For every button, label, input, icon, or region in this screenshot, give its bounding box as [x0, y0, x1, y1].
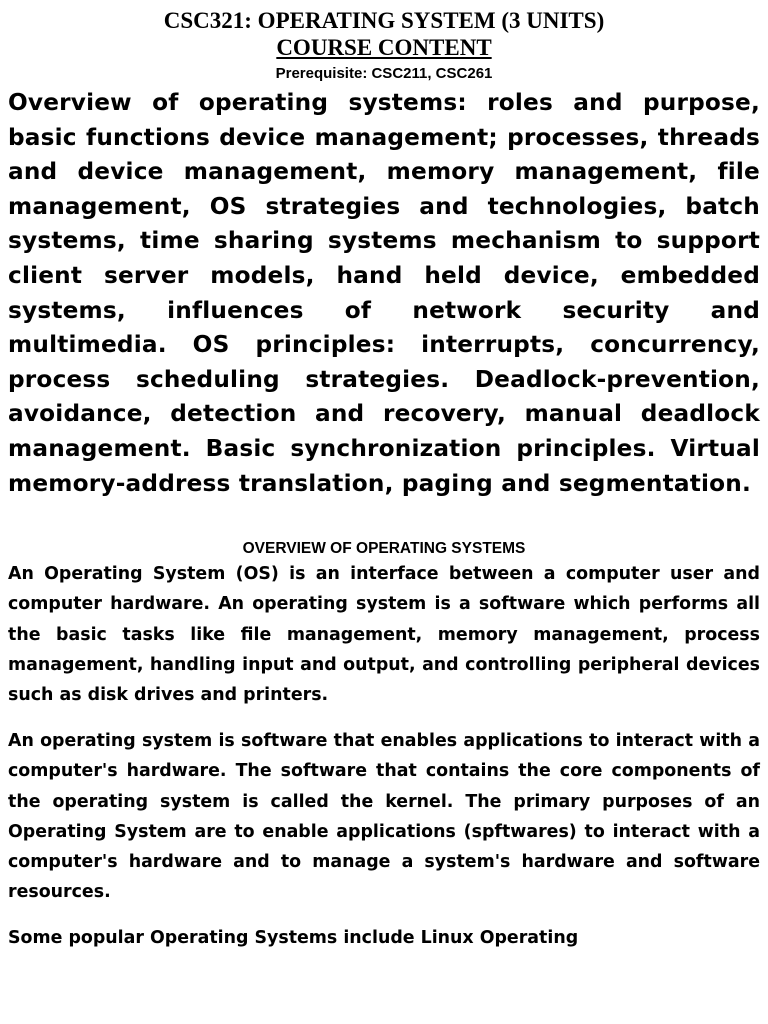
syllabus-paragraph: Overview of operating systems: roles and purpose, basic functions device management; processes, threads and device management, memory management, file management, OS strategies and technologies, batch systems, time sharing systems mechanism to support client server models, hand held device, embedded systems, influences of network security and multimedia. OS principles: interrupts, concurrency, process scheduling strategies. Deadlock-prevention, avoidance, detection and recovery, manual deadlock management. Basic synchronization principles. Virtual memory-address translation, paging and segmentation.	[8, 89, 760, 497]
prerequisite-line: Prerequisite: CSC211, CSC261	[275, 65, 493, 82]
paragraph-popular-os: Some popular Operating Systems include Linux Operating	[8, 928, 579, 949]
section-heading: OVERVIEW OF OPERATING SYSTEMS	[242, 540, 526, 558]
paragraph-os-purpose: An operating system is software that enables applications to interact with a computer's hardware. The software that contains the core components of the operating system is called the kernel. The primary purposes of an Operating System are to enable applications (spftwares) to interact with a computer's hardware and to manage a system's hardware and software resources.	[8, 731, 760, 903]
paragraph-os-definition: An Operating System (OS) is an interface between a computer user and computer hardware. An operating system is a software which performs all the basic tasks like file management, memory management, process management, handling input and output, and controlling peripheral devices such as disk drives and printers.	[8, 564, 760, 705]
course-title: CSC321: OPERATING SYSTEM (3 UNITS)	[163, 8, 605, 33]
document-page	[8, 0, 760, 954]
course-content-heading: COURSE CONTENT	[276, 35, 492, 60]
overview-section	[8, 539, 760, 953]
